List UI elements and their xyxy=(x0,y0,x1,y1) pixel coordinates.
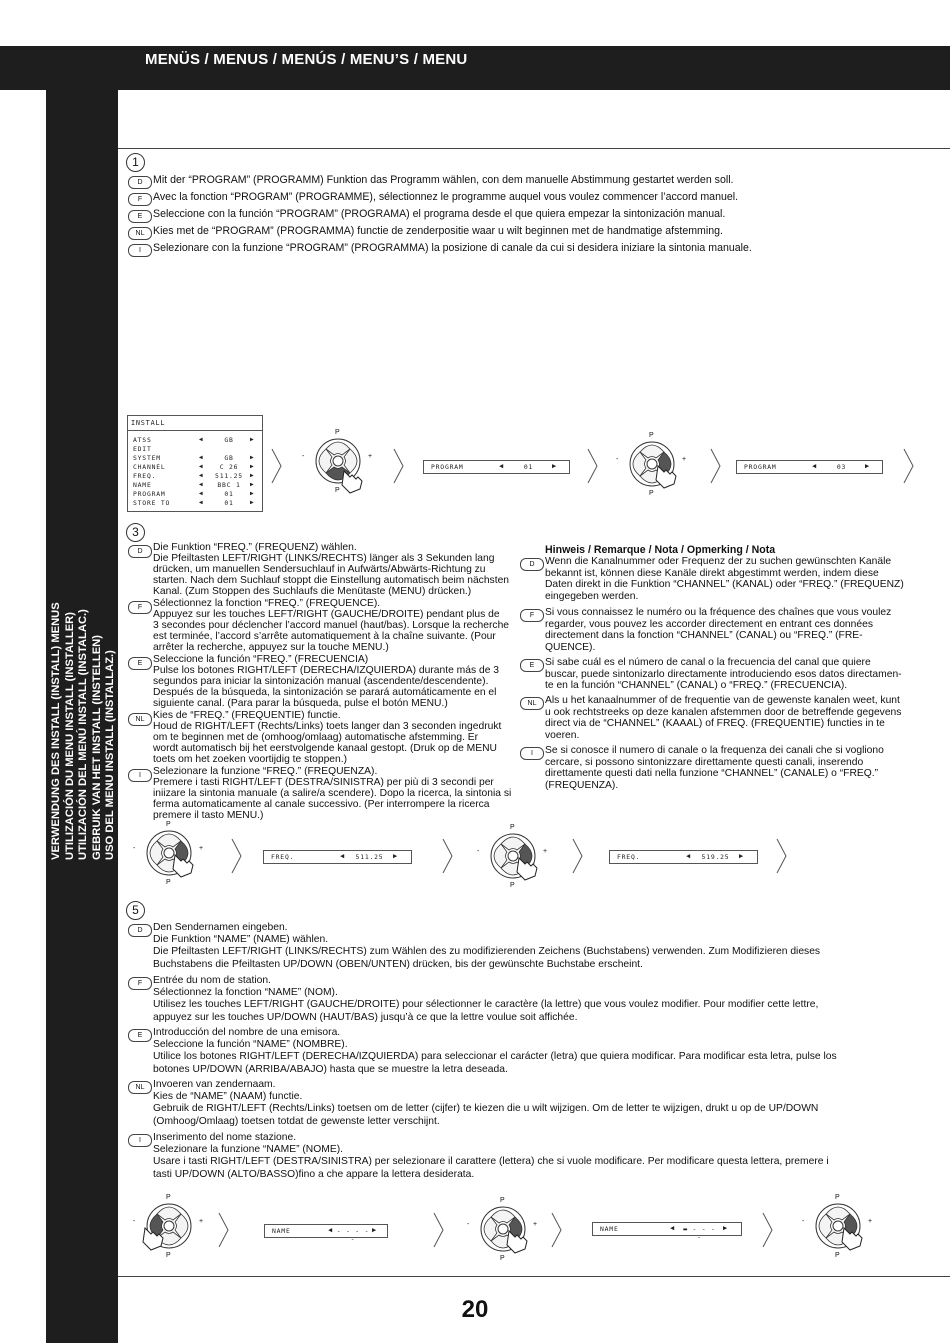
divider xyxy=(118,1276,950,1277)
menu-row-value: GB xyxy=(224,436,234,444)
instruction-line: Después de la búsqueda, la sintonización se parará automáticamente en el xyxy=(153,686,497,698)
osd-bar-label: NAME xyxy=(272,1227,291,1235)
language-badge: NL xyxy=(128,227,152,240)
instruction-line: cercare, si possono sintonizzare direttamente questi canali, inserendo xyxy=(545,756,864,768)
instruction-line: iniizare la sintonia manuale (a salire/a scendere). Dopo la ricerca, la sintonia si xyxy=(153,787,512,799)
language-badge: NL xyxy=(520,697,544,710)
sidebar-line: UTILIZACIÓN DU MENU INSTALL (INSTALLER) xyxy=(63,612,76,860)
language-badge: E xyxy=(128,210,152,223)
sidebar-line: UTILIZACIÓN DEL MENÚ INSTALL (INSTALAC.) xyxy=(77,609,90,860)
language-badge: F xyxy=(520,609,544,622)
right-arrow-icon: ▶ xyxy=(250,436,255,443)
remote-dpad-icon xyxy=(800,1192,876,1262)
remote-dpad-icon xyxy=(614,430,690,500)
menu-row-label: NAME xyxy=(133,481,152,489)
menu-row xyxy=(133,454,257,462)
minus-label: - xyxy=(802,1218,805,1225)
osd-bar xyxy=(609,850,758,864)
remote-dpad-icon xyxy=(475,822,551,892)
language-badge: F xyxy=(128,193,152,206)
menu-row-value: C 26 xyxy=(219,463,239,471)
left-arrow-icon: ◀ xyxy=(199,481,204,488)
instruction-text: Avec la fonction “PROGRAM” (PROGRAMME), sélectionnez le programme auquel vous voulez commencer l’accord manuel. xyxy=(153,191,739,203)
left-arrow-icon: ◀ xyxy=(199,454,204,461)
remote-dpad-icon xyxy=(465,1195,541,1265)
osd-bar xyxy=(423,460,570,474)
language-badge: D xyxy=(128,176,152,189)
menu-row-value: 01 xyxy=(224,490,234,498)
chevron-right-icon xyxy=(433,1212,445,1248)
instruction-text: Kies met de “PROGRAM” (PROGRAMMA) functie de zenderpositie waar u wilt beginnen met de handmatige afstemming. xyxy=(153,225,723,237)
minus-label: - xyxy=(302,453,305,460)
instruction-line: Si vous connaissez le numéro ou la fréquence des chaînes que vous voulez xyxy=(545,607,892,618)
instruction-line: Seleccione la función “FREQ.” (FRECUENCIA) xyxy=(153,654,369,665)
instruction-line: Kies de “FREQ.” (FREQUENTIE) functie. xyxy=(153,710,341,721)
menu-row-value: 01 xyxy=(224,499,234,507)
instruction-line: Selezionare la funzione “NAME” (NOME). xyxy=(153,1144,343,1156)
menu-row-label: SYSTEM xyxy=(133,454,161,462)
instruction-line: Appuyez sur les touches LEFT/RIGHT (GAUCHE/DROITE) pendant plus de xyxy=(153,608,500,620)
plus-label: + xyxy=(868,1218,873,1225)
instruction-line: botones UP/DOWN (ARRIBA/ABAJO) hasta que se muestre la letra deseada. xyxy=(153,1063,508,1075)
right-arrow-icon: ▶ xyxy=(723,1224,729,1232)
language-badge: D xyxy=(520,558,544,571)
p-down-label: P xyxy=(335,487,340,494)
menu-row-value: 511.25 xyxy=(215,472,243,480)
instruction-line: segundos para iniciar la sintonización manual (ascendente/descendente). xyxy=(153,675,489,687)
page-title: MENÜS / MENUS / MENÚS / MENU’S / MENU xyxy=(145,51,468,68)
language-badge: I xyxy=(520,747,544,760)
osd-bar-value: ▬ - - - - xyxy=(683,1225,716,1241)
instruction-line: wordt automatisch bij het eerstvolgende kanaal gestopt. (Druk op de MENU xyxy=(153,742,497,754)
remote-dpad-icon xyxy=(131,819,207,889)
osd-bar-label: PROGRAM xyxy=(431,463,464,471)
instruction-text: Mit der “PROGRAM” (PROGRAMM) Funktion das Programm wählen, con dem manuelle Abstimmung gestartet werden soll. xyxy=(153,174,734,186)
instruction-line: Pulse los botones RIGHT/LEFT (DERECHA/IZQUIERDA) durante más de 3 xyxy=(153,664,500,676)
right-arrow-icon: ▶ xyxy=(250,499,255,506)
language-badge: F xyxy=(128,601,152,614)
instruction-line: Buchstabens die Pfeiltasten UP/DOWN (OBEN/UNTEN) drücken, bis der gewünschte Buchstabe erscheint. xyxy=(153,958,643,970)
instruction-line: appuyez sur les touches UP/DOWN (HAUT/BAS) jusqu’à ce que la lettre voulue soit affichée. xyxy=(153,1011,578,1023)
instruction-line: buscar, puede sintonizarlo directamente introduciendo esos datos directamen- xyxy=(545,668,902,680)
chevron-right-icon xyxy=(218,1212,230,1248)
language-badge: D xyxy=(128,545,152,558)
menu-row xyxy=(133,499,257,507)
note-heading: Hinweis / Remarque / Nota / Opmerking / Nota xyxy=(545,544,776,556)
left-arrow-icon: ◀ xyxy=(812,462,818,470)
instruction-line: u ook rechtstreeks op deze kanalen afstemmen door de betreffende gegevens xyxy=(545,706,902,718)
minus-label: - xyxy=(467,1221,470,1228)
language-badge: NL xyxy=(128,713,152,726)
osd-bar-label: FREQ. xyxy=(271,853,295,861)
instruction-line: Inserimento del nome stazione. xyxy=(153,1132,297,1143)
osd-bar-label: PROGRAM xyxy=(744,463,777,471)
p-down-label: P xyxy=(510,882,515,889)
p-up-label: P xyxy=(835,1194,840,1201)
language-badge: I xyxy=(128,769,152,782)
instruction-line: te en la función “CHANNEL” (CANAL) o “FREQ.” (FRECUENCIA). xyxy=(545,680,848,692)
instruction-line: directement dans la fonction “CHANNEL” (CANAL) ou “FREQ.” (FRE- xyxy=(545,630,863,642)
left-arrow-icon: ◀ xyxy=(199,436,204,443)
right-arrow-icon: ▶ xyxy=(250,454,255,461)
right-arrow-icon: ▶ xyxy=(372,1226,378,1234)
instruction-line: Usare i tasti RIGHT/LEFT (DESTRA/SINISTRA) per selezionare il carattere (lettera) che si vuole modificare. Per modificare questa lettera, premere i xyxy=(153,1156,829,1168)
language-badge: E xyxy=(128,1029,152,1042)
instruction-line: Utilisez les touches LEFT/RIGHT (GAUCHE/DROITE) pour sélectionner le caractère (la lettre) que vous voulez modifier. Pour modifier cette lettre, xyxy=(153,999,819,1011)
instruction-line: Invoeren van zendernaam. xyxy=(153,1079,276,1090)
instruction-line: Premere i tasti RIGHT/LEFT (DESTRA/SINISTRA) per più di 3 secondi per xyxy=(153,776,494,788)
plus-label: + xyxy=(682,456,687,463)
language-badge: F xyxy=(128,977,152,990)
chevron-right-icon xyxy=(231,838,243,874)
menu-row xyxy=(133,436,257,444)
instruction-line: Daten direkt in die Funktion “CHANNEL” (KANAL) oder “FREQ.” (FREQUENZ) xyxy=(545,579,904,591)
instruction-line: Si sabe cuál es el número de canal o la frecuencia del canal que quiere xyxy=(545,657,871,668)
osd-bar xyxy=(592,1222,742,1241)
left-arrow-icon: ◀ xyxy=(686,852,692,860)
chevron-right-icon xyxy=(776,838,788,874)
divider xyxy=(118,148,950,149)
right-arrow-icon: ▶ xyxy=(552,462,558,470)
instruction-line: (FREQUENZA). xyxy=(545,779,619,791)
instruction-line: Kanal. (Zum Stoppen des Suchlaufs die Menütaste (MENU) drücken.) xyxy=(153,585,472,597)
osd-bar xyxy=(264,1224,388,1243)
p-up-label: P xyxy=(166,821,171,828)
chevron-right-icon xyxy=(271,448,283,484)
minus-label: - xyxy=(477,848,480,855)
plus-label: + xyxy=(533,1221,538,1228)
plus-label: + xyxy=(199,1218,204,1225)
instruction-line: tasti UP/DOWN (ALTO/BASSO)fino a che appare la lettera desiderata. xyxy=(153,1168,475,1180)
osd-bar-value: 03 xyxy=(836,463,847,471)
right-arrow-icon: ▶ xyxy=(250,490,255,497)
chevron-right-icon xyxy=(710,448,722,484)
instruction-line: premere il tasto MENU.) xyxy=(153,809,264,821)
instruction-line: Wenn die Kanalnummer oder Frequenz der zu suchen gewünschten Kanäle xyxy=(545,556,892,567)
minus-label: - xyxy=(133,845,136,852)
chevron-right-icon xyxy=(551,1212,563,1248)
language-badge: I xyxy=(128,244,152,257)
osd-bar-label: NAME xyxy=(600,1225,619,1233)
p-down-label: P xyxy=(166,879,171,886)
left-arrow-icon: ◀ xyxy=(328,1226,334,1234)
instruction-line: Die Funktion “NAME” (NAME) wählen. xyxy=(153,934,329,946)
instruction-line: siguiente canal. (Para parar la búsqueda, pulse el botón MENU.) xyxy=(153,697,448,709)
menu-row-label: FREQ. xyxy=(133,472,157,480)
chevron-right-icon xyxy=(393,448,405,484)
step-number: 3 xyxy=(126,523,145,542)
osd-bar-value: - - - - - xyxy=(336,1227,370,1243)
page-number: 20 xyxy=(461,1296,489,1323)
chevron-right-icon xyxy=(762,1212,774,1248)
menu-row-label: ATSS xyxy=(133,436,152,444)
instruction-line: Houd de RIGHT/LEFT (Rechts/Links) toets langer dan 3 seconden ingedrukt xyxy=(153,720,502,732)
instruction-line: direct via de “CHANNEL” (KAAAL) of FREQ. (FREQUENTIE) functies in te xyxy=(545,718,885,730)
instruction-line: bekannt ist, können diese Kanäle direkt abgestimmt werden, indem diese xyxy=(545,567,879,579)
instruction-line: Selezionare la funzione “FREQ.” (FREQUENZA). xyxy=(153,766,378,777)
instruction-line: Die Funktion “FREQ.” (FREQUENZ) wählen. xyxy=(153,542,357,553)
remote-dpad-icon xyxy=(131,1192,207,1262)
instruction-line: starten. Nach dem Suchlauf stoppt die Einstellung automatisch beim nächsten xyxy=(153,574,510,586)
instruction-line: QUENCE). xyxy=(545,641,596,653)
language-badge: E xyxy=(520,659,544,672)
instruction-text: Seleccione con la función “PROGRAM” (PROGRAMA) el programa desde el que quiera empezar la sintonización manual. xyxy=(153,208,726,220)
sidebar-vertical-title xyxy=(50,602,118,860)
chevron-right-icon xyxy=(587,448,599,484)
menu-row-label: PROGRAM xyxy=(133,490,166,498)
minus-label: - xyxy=(133,1218,136,1225)
instruction-line: Utilice los botones RIGHT/LEFT (DERECHA/IZQUIERDA) para seleccionar el carácter (letra) que quiera modificar. Para modificar esta letra, pulse los xyxy=(153,1051,837,1063)
menu-row-label: EDIT xyxy=(133,445,152,453)
instruction-line: Kies de “NAME” (NAAM) functie. xyxy=(153,1091,303,1103)
instruction-line: ferma automaticamente al canale successivo. (Per interrompere la ricerca xyxy=(153,798,490,810)
menu-row-label: STORE TO xyxy=(133,499,171,507)
menu-row-value: GB xyxy=(224,454,234,462)
menu-row xyxy=(133,490,257,498)
right-arrow-icon: ▶ xyxy=(250,463,255,470)
menu-row-label: CHANNEL xyxy=(133,463,166,471)
p-down-label: P xyxy=(649,490,654,497)
right-arrow-icon: ▶ xyxy=(739,852,745,860)
instruction-line: (Omhoog/Omlaag) toetsen totdat de gewenste letter verschijnt. xyxy=(153,1115,440,1127)
instruction-text: Selezionare con la funzione “PROGRAM” (PROGRAMMA) la posizione di canale da cui si desidera iniziare la sintonia manuale. xyxy=(153,242,752,254)
instruction-line: Entrée du nom de station. xyxy=(153,975,271,986)
menu-row xyxy=(133,445,257,453)
instruction-line: Introducción del nombre de una emisora. xyxy=(153,1027,341,1038)
language-badge: D xyxy=(128,924,152,937)
instruction-line: drücken, um manuellen Sendersuchlauf in Aufwärts/Abwärts-Richtung zu xyxy=(153,563,486,575)
instruction-line: om te beginnen met de (omhoog/omlaag) automatische afstemming. Er xyxy=(153,731,479,743)
right-arrow-icon: ▶ xyxy=(865,462,871,470)
right-arrow-icon: ▶ xyxy=(250,472,255,479)
sidebar-line: GEBRUIK VAN HET INSTALL (INSTELLEN) xyxy=(90,635,103,860)
remote-dpad-icon xyxy=(300,427,376,497)
instruction-line: eingegeben werden. xyxy=(545,590,639,602)
left-arrow-icon: ◀ xyxy=(199,499,204,506)
instruction-line: toets om het zoeken voortijdig te stoppen.) xyxy=(153,753,348,765)
left-arrow-icon: ◀ xyxy=(199,463,204,470)
menu-row xyxy=(133,463,257,471)
p-down-label: P xyxy=(166,1252,171,1259)
instruction-line: Die Pfeiltasten LEFT/RIGHT (LINKS/RECHTS) länger als 3 Sekunden lang xyxy=(153,552,495,564)
osd-bar xyxy=(263,850,412,864)
osd-bar-value: 01 xyxy=(523,463,534,471)
instruction-line: 3 secondes pour déclencher l’accord manuel (haut/bas). Lorsque la recherche xyxy=(153,619,510,631)
p-up-label: P xyxy=(335,429,340,436)
instruction-line: direttamente questi dati nella funzione “CHANNEL” (CANALE) o “FREQ.” xyxy=(545,768,879,780)
left-arrow-icon: ◀ xyxy=(340,852,346,860)
sidebar-line: VERWENDUNG DES INSTALL (INSTALL) MENUS xyxy=(50,602,62,860)
instruction-line: Seleccione la función “NAME” (NOMBRE). xyxy=(153,1039,348,1051)
language-badge: I xyxy=(128,1134,152,1147)
minus-label: - xyxy=(616,456,619,463)
instruction-line: est terminée, l’accord s’arrête automatiquement à la chaîne suivante. (Pour xyxy=(153,630,496,642)
osd-bar-value: 511.25 xyxy=(355,853,384,861)
p-up-label: P xyxy=(649,432,654,439)
p-down-label: P xyxy=(835,1252,840,1259)
language-badge: NL xyxy=(128,1081,152,1094)
osd-bar-value: 519.25 xyxy=(701,853,730,861)
step-number: 1 xyxy=(126,153,145,172)
instruction-line: Den Sendernamen eingeben. xyxy=(153,922,288,933)
divider xyxy=(128,430,262,431)
menu-row xyxy=(133,472,257,480)
instruction-line: Gebruik de RIGHT/LEFT (Rechts/Links) toetsen om de letter (cijfer) te kiezen die u wilt wijzigen. Om de letter te wijzigen, drukt u op de UP/DOWN xyxy=(153,1103,819,1115)
left-arrow-icon: ◀ xyxy=(499,462,505,470)
sidebar-line: USO DEL MENU INSTALL (INSTALLAZ.) xyxy=(104,650,117,860)
plus-label: + xyxy=(199,845,204,852)
page-header xyxy=(0,46,950,90)
instruction-line: voeren. xyxy=(545,729,580,741)
instruction-line: Se si conosce il numero di canale o la frequenza dei canali che si vogliono xyxy=(545,745,884,756)
p-up-label: P xyxy=(500,1197,505,1204)
menu-row-value: BBC 1 xyxy=(217,481,241,489)
p-up-label: P xyxy=(510,824,515,831)
p-down-label: P xyxy=(500,1255,505,1262)
right-arrow-icon: ▶ xyxy=(250,481,255,488)
osd-bar xyxy=(736,460,883,474)
instruction-line: Als u het kanaalnummer of de frequentie van de gewenste kanalen weet, kunt xyxy=(545,695,900,706)
plus-label: + xyxy=(543,848,548,855)
instruction-line: arrêter la recherche, appuyez sur la touche MENU.) xyxy=(153,641,389,653)
instruction-line: Sélectionnez la fonction “NAME” (NOM). xyxy=(153,987,338,999)
install-menu-title: INSTALL xyxy=(131,419,166,427)
left-arrow-icon: ◀ xyxy=(199,490,204,497)
right-arrow-icon: ▶ xyxy=(393,852,399,860)
menu-row xyxy=(133,481,257,489)
osd-bar-label: FREQ. xyxy=(617,853,641,861)
chevron-right-icon xyxy=(572,838,584,874)
step-number: 5 xyxy=(126,901,145,920)
instruction-line: regarder, vous pouvez les accorder directement en entrant ces données xyxy=(545,618,873,630)
chevron-right-icon xyxy=(442,838,454,874)
instruction-line: Die Pfeiltasten LEFT/RIGHT (LINKS/RECHTS) zum Wählen des zu modifizierenden Zeichens (Buchstabens) verwenden. Zum Modifizieren dieses xyxy=(153,946,821,958)
p-up-label: P xyxy=(166,1194,171,1201)
left-arrow-icon: ◀ xyxy=(199,472,204,479)
plus-label: + xyxy=(368,453,373,460)
install-menu-osd xyxy=(127,415,263,512)
chevron-right-icon xyxy=(903,448,915,484)
left-arrow-icon: ◀ xyxy=(670,1224,676,1232)
instruction-line: Sélectionnez la fonction “FREQ.” (FREQUENCE). xyxy=(153,598,381,609)
language-badge: E xyxy=(128,657,152,670)
